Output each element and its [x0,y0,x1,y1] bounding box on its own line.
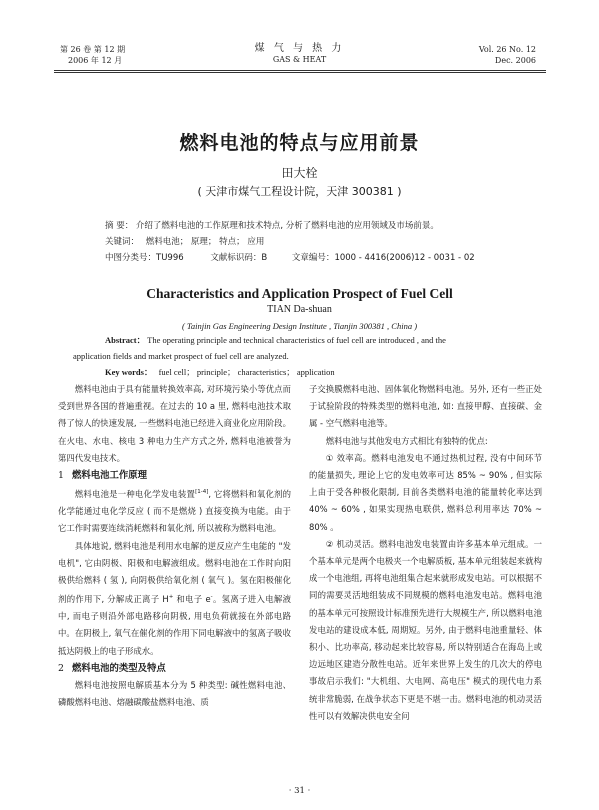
paragraph-text: 燃料电池是一种电化学发电装置 [74,489,196,500]
paragraph-text: 具体地说, 燃料电池是利用水电解的逆反应产生电能的 "发电机", 它由阴极、阳极和电解液组成。燃料电池在工作时向阳极供给燃料 ( 氢 ), 向阴极供给氧化剂 ( 氧气 )。氢在阳极催化剂的作用下, 分解成正离子 H [58,540,291,605]
abstract-cn-label: 摘 要： [105,221,134,231]
paragraph: 燃料电池按照电解质基本分为 5 种类型: 碱性燃料电池、磷酸燃料电池、熔融碳酸盐燃料电池、质 [58,680,291,708]
affiliation-cn: ( 天津市煤气工程设计院，天津 300381 ) [197,185,402,198]
page-number: · 31 · [288,786,311,796]
section-number: 2 [58,662,64,674]
section-title: 燃料电池工作原理 [71,470,147,482]
doc-code-label: 文献标识码： [210,253,262,263]
author-en: TIAN Da-shuan [267,304,332,315]
paragraph: ② 机动灵活。燃料电池发电装置由许多基本单元组成。一个基本单元是两个电极夹一个电解质板, 基本单元组装起来就构成一个电池组, 再将电池组集合起来就形成发电站。可以根据不同的需要灵活地组装成不同规模的燃料电池发电站。燃料电池的基本单元可按照设计标准预先进行大规模生产, 所以燃料电池发电站的建设成本低, 周期短。另外, 由于燃料电池重量轻、体积小、比功率高, 移动起来比较容易, 所以特别适合在海岛上或边远地区建造分散性电站。近年来世界上发生的几次大的停电事故启示我们: "大机组、大电网、高电压" 模式的现代电力系统非常脆弱, 在战争状态下更是不堪一击。燃料电池的机动灵活性可以有效解决供电安全问 [309,538,542,721]
keywords-en [105,365,335,380]
paragraph [58,538,291,660]
volume-en: Vol. 26 No. 12 [478,45,536,54]
abstract-en-line1: The operating principle and technical characteristics of fuel cell are introduced , and the [147,335,446,345]
body-right-column [309,381,542,725]
doc-code-value: B [261,253,268,263]
keywords-cn-label: 关键词： [105,237,140,247]
citation-ref: [1-4] [195,489,209,496]
journal-name [200,43,399,65]
paragraph-text: , 它将燃料和氧化剂的化学能通过电化学反应 ( 而不是燃烧 ) 直接变换为电能。由于它工作时需要连续消耗燃料和氧化剂, 所以被称为燃料电池。 [58,489,292,534]
superscript: - [210,594,213,601]
section-title: 燃料电池的类型及特点 [71,662,166,674]
article-title-en: Characteristics and Application Prospect of Fuel Cell [146,286,453,301]
abstract-en [105,333,505,348]
journal-volume-en [479,44,536,66]
clc-value: TU996 [156,253,184,263]
keywords-cn [105,235,264,250]
section-heading-1 [58,467,291,484]
paragraph-text: 。氢离子进入电解液中, 而电子则沿外部电路移向阴极, 用电负荷就接在外部电路中。在阴极上, 氧气在催化剂的作用下同电解液中的氢离子吸收抵达阴极上的电子形成水。 [58,594,291,656]
journal-title-cn: 煤 气 与 热 力 [254,43,345,54]
classification-line [105,251,475,266]
volume-issue: 第 26 卷 第 12 期 [60,45,126,54]
date-en: Dec. 2006 [494,56,536,65]
paragraph: 燃料电池由于具有能量转换效率高, 对环境污染小等优点而受到世界各国的普遍重视。在过去的 10 a 里, 燃料电池技术取得了惊人的快速发展, 一些燃料电池已经进入商业化应用阶段。在火电、水电、核电 3 种电力生产方式之外, 燃料电池被誉为第四代发电技术。 [58,384,291,463]
keywords-en-label: Key words： [105,367,153,377]
keywords-en-text: fuel cell； principle； characteristics； application [158,367,335,377]
paragraph: 燃料电池与其他发电方式相比有独特的优点: [325,435,488,446]
issue-date: 2006 年 12 月 [68,56,123,65]
body-left-column [58,381,291,711]
affiliation-en: ( Tainjin Gas Engineering Design Institute , Tianjin 300381 , China ) [181,321,418,331]
clc-label: 中图分类号： [105,253,157,263]
abstract-cn [105,219,439,234]
keywords-cn-text: 燃料电池； 原理； 特点； 应用 [145,237,265,247]
journal-volume-issue [60,44,125,66]
section-number: 1 [58,470,64,482]
author-cn: 田大栓 [281,166,318,180]
abstract-en-label: Abstract： [105,335,146,345]
abstract-cn-text: 介绍了燃料电池的工作原理和技术特点, 分析了燃料电池的应用领域及市场前景。 [135,221,439,231]
paragraph-text: 和电子 e [173,594,211,605]
paragraph [58,484,291,537]
header-rule-bottom [54,72,546,73]
article-title-cn: 燃料电池的特点与应用前景 [179,132,420,154]
article-id-label: 文章编号： [291,253,335,263]
header-rule-top [54,70,546,71]
paragraph: ① 效率高。燃料电池发电不通过热机过程, 没有中间环节的能量损失, 理论上它的发电效率可达 85% ~ 90% , 但实际上由于受各种极化限制, 目前各类燃料电池的能量转化率达到 40% ~ 60% , 如果实现热电联供, 燃料总利用率达 70% ~ 80% 。 [309,452,542,532]
superscript: + [168,594,174,601]
journal-title-en: GAS & HEAT [272,55,327,64]
article-id-value: 1000 - 4416(2006)12 - 0031 - 02 [334,253,475,263]
abstract-en-line2: application fields and market prospect of fuel cell are analyzed. [73,351,289,361]
paragraph: 子交换膜燃料电池、固体氧化物燃料电池。另外, 还有一些正处于试验阶段的特殊类型的燃料电池, 如: 直接甲醇、直接碳、金属 - 空气燃料电池等。 [309,384,542,429]
section-heading-2 [58,660,291,677]
